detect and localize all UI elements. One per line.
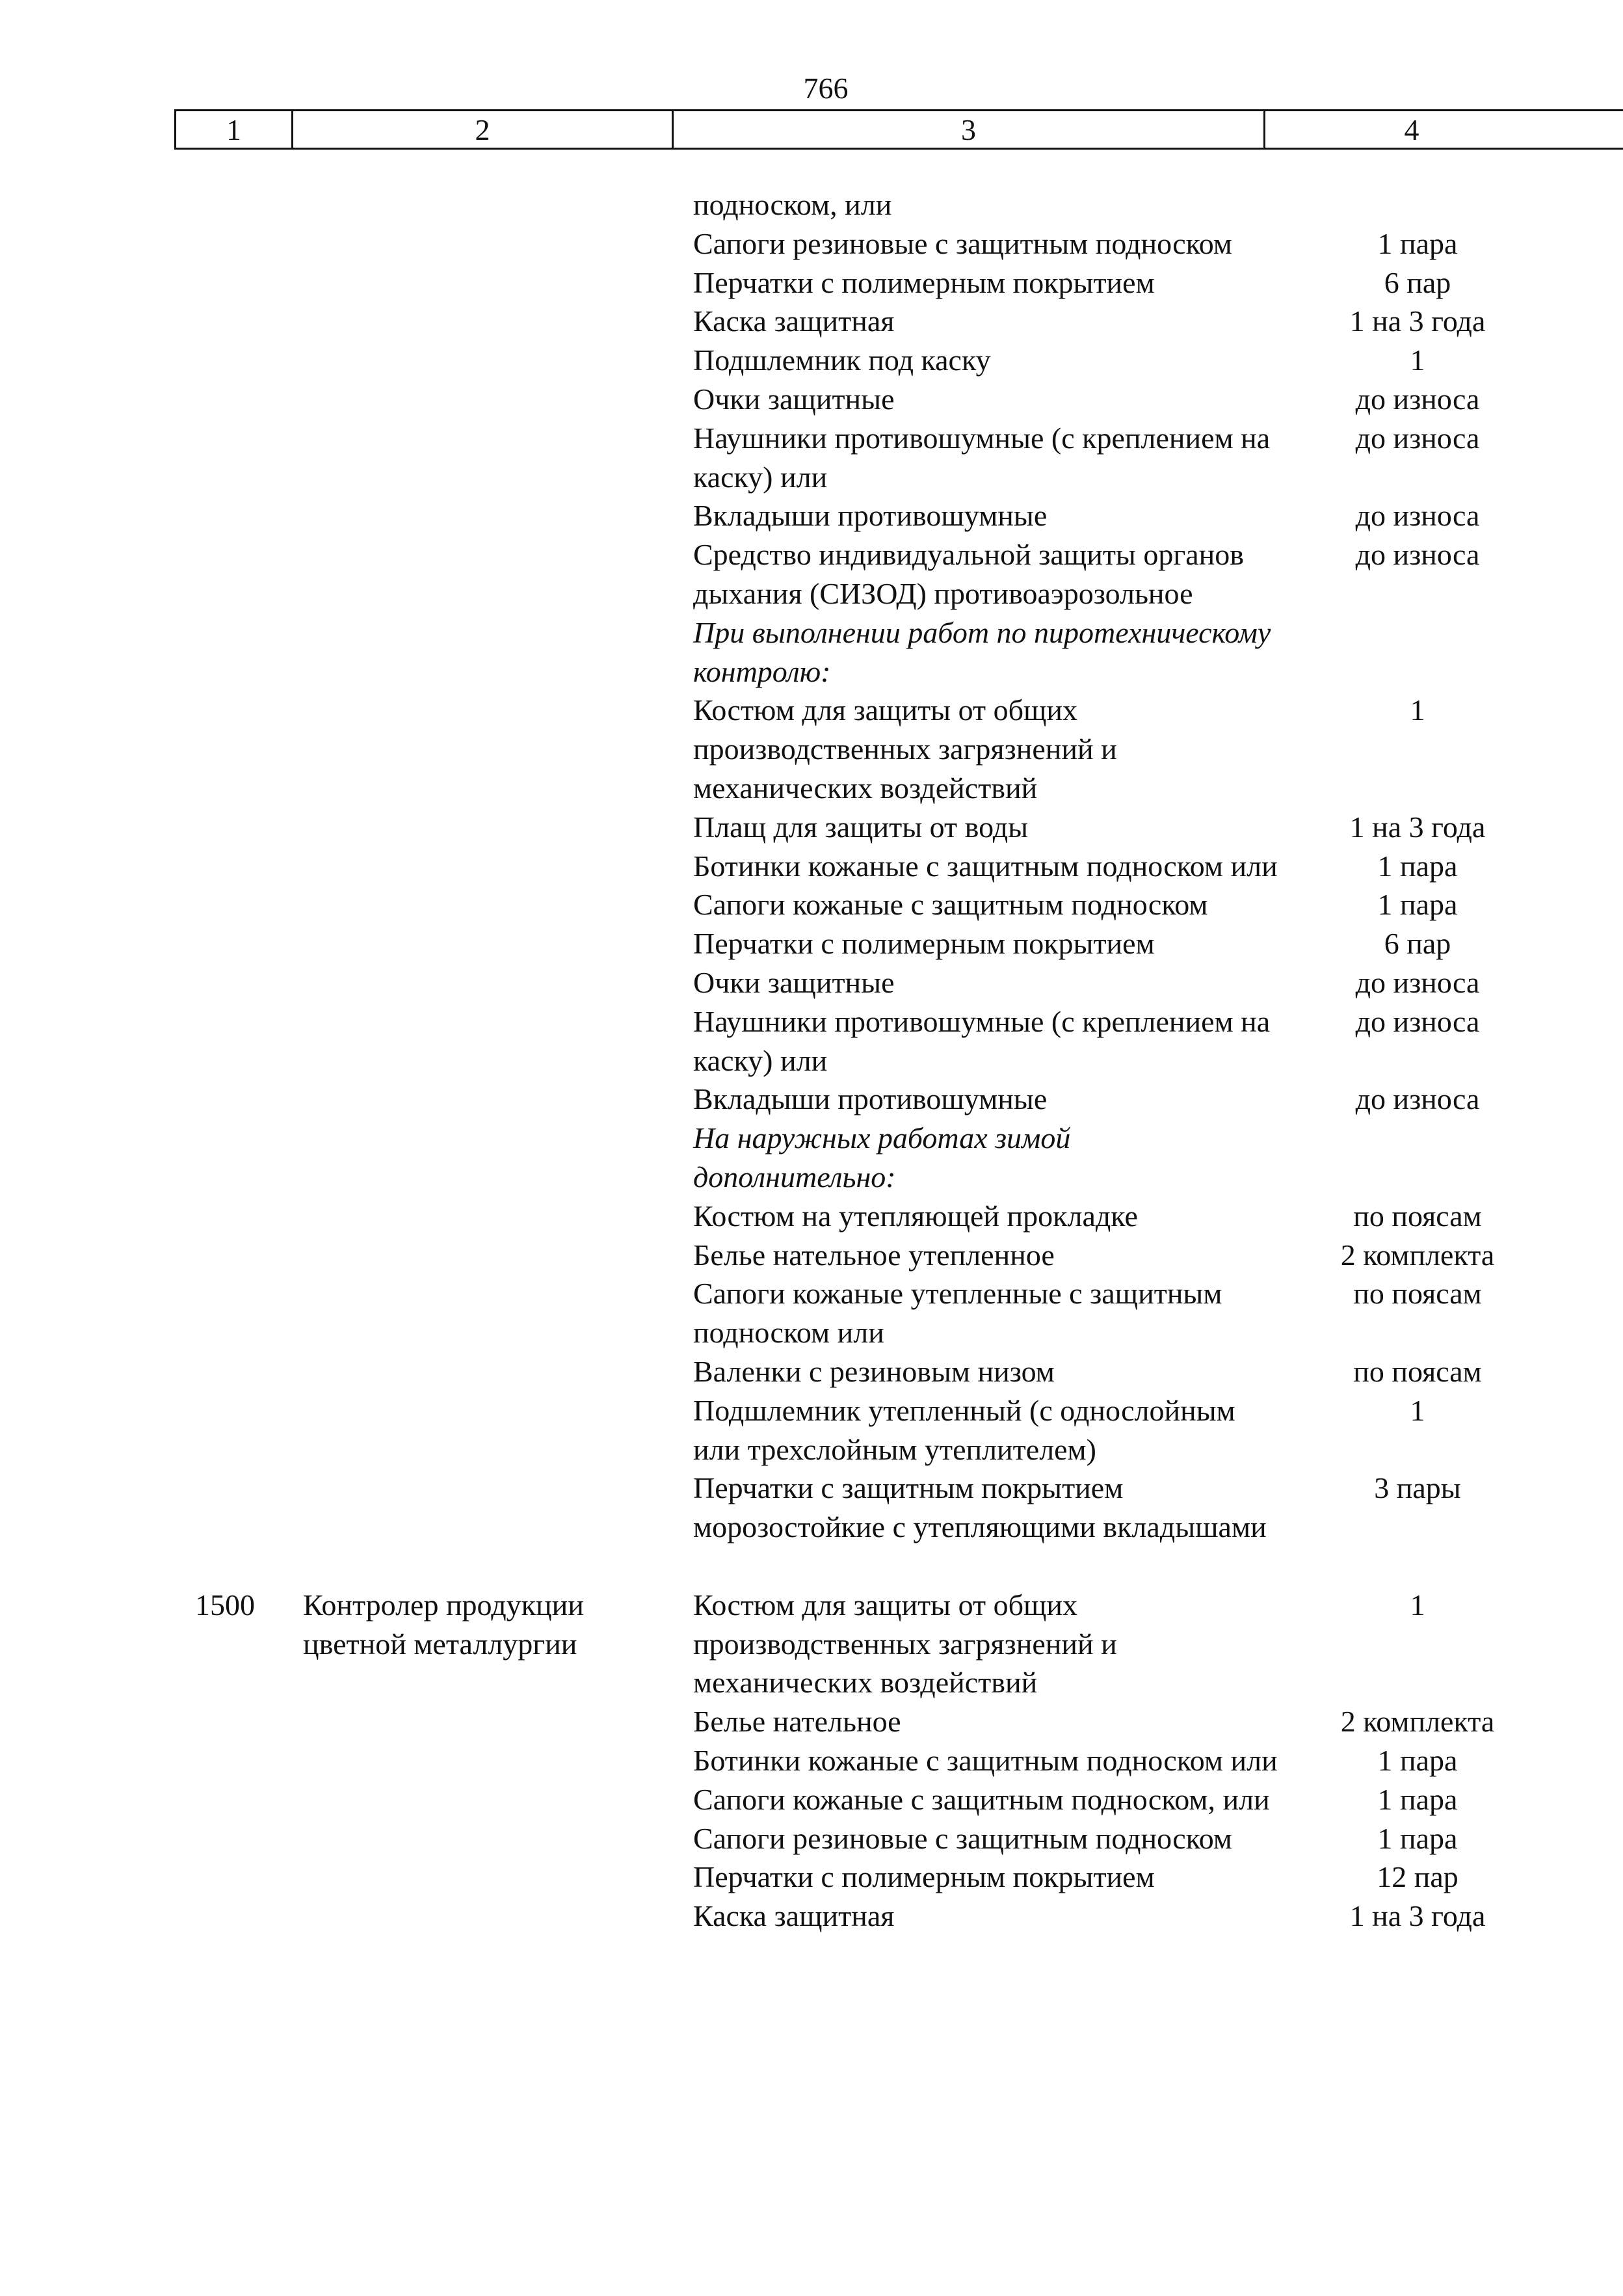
table-row [0,1352,1623,1391]
issue-norm: до износа [1355,538,1480,572]
issue-norm: до износа [1355,1004,1480,1038]
issue-norm: до износа [1355,1082,1480,1116]
table-row [0,1469,1623,1547]
header-col-3: 3 [674,111,1265,148]
issue-norm: 1 [1410,1393,1425,1427]
ppe-item: Наушники противошумные (с креплением на каску) или [693,1004,1271,1077]
ppe-item: Ботинки кожаные с защитным подноском или [693,849,1278,883]
ppe-item: Подшлемник под каску [693,343,991,377]
issue-norm: 1 на 3 года [1349,810,1486,844]
ppe-item: Перчатки с полимерным покрытием [693,265,1155,299]
table-row [0,496,1623,535]
section-subheading: При выполнении работ по пиротехническому контролю: [693,615,1271,688]
section-subheading: На наружных работах зимой дополнительно: [693,1121,1071,1194]
ppe-item: подноском, или [693,188,892,221]
table-row [0,341,1623,380]
ppe-item: Перчатки с полимерным покрытием [693,1860,1155,1894]
table-entry-1500 [0,1586,1623,1936]
ppe-item: Сапоги резиновые с защитным подноском [693,226,1232,260]
ppe-item: Костюм на утепляющей прокладке [693,1199,1138,1233]
table-row [0,1858,1623,1897]
issue-norm: 1 пара [1377,1821,1458,1855]
ppe-item: Наушники противошумные (с креплением на каску) или [693,421,1271,494]
table-row [0,302,1623,341]
ppe-item: Каска защитная [693,1899,895,1933]
entry-profession: Контролер продукции цветной металлургии [303,1588,584,1661]
issue-norm: по поясам [1353,1277,1482,1311]
issue-norm: 1 пара [1377,849,1458,883]
issue-norm: 1 пара [1377,1744,1458,1778]
table-row [0,185,1623,224]
ppe-item: Сапоги резиновые с защитным подноском [693,1821,1232,1855]
issue-norm: 12 пар [1377,1860,1458,1894]
header-col-1: 1 [176,111,293,148]
ppe-item: Каска защитная [693,304,895,338]
ppe-item: Очки защитные [693,965,895,999]
page-number: 766 [803,72,849,105]
table-row [0,691,1623,807]
entry-gap [0,1547,1623,1586]
issue-norm: 2 комплекта [1340,1705,1495,1739]
table-row [0,1780,1623,1819]
table-row [0,1819,1623,1858]
table-row [0,1002,1623,1080]
ppe-item: Сапоги кожаные утепленные с защитным подноском или [693,1277,1222,1350]
issue-norm: 1 [1410,1588,1425,1622]
table-row [0,808,1623,847]
issue-norm: 6 пар [1384,265,1451,299]
issue-norm: 2 комплекта [1340,1238,1495,1272]
table-row [0,1741,1623,1780]
table-row [0,535,1623,613]
table-row [0,1586,1623,1702]
ppe-item: Плащ для защиты от воды [693,810,1029,844]
ppe-item: Вкладыши противошумные [693,499,1048,533]
ppe-item: Костюм для защиты от общих производственных загрязнений и механических воздействий [693,693,1117,805]
ppe-item: Очки защитные [693,382,895,416]
table-row [0,1391,1623,1469]
table-row [0,224,1623,263]
ppe-item: Средство индивидуальной защиты органов дыхания (СИЗОД) противоаэрозольное [693,538,1244,610]
table-body [0,185,1623,1936]
ppe-item: Перчатки с защитным покрытием морозостойкие с утепляющими вкладышами [693,1471,1267,1544]
continuation-block [0,185,1623,1547]
issue-norm: 1 [1410,343,1425,377]
table-row [0,1080,1623,1119]
header-col-4: 4 [1404,113,1419,146]
table-row [0,963,1623,1002]
issue-norm: по поясам [1353,1354,1482,1388]
ppe-item: Белье нательное [693,1705,901,1739]
issue-norm: 1 на 3 года [1349,1899,1486,1933]
ppe-item: Ботинки кожаные с защитным подноском или [693,1744,1278,1778]
table-row [0,380,1623,419]
ppe-item: Костюм для защиты от общих производственных загрязнений и механических воздействий [693,1588,1117,1700]
issue-norm: до износа [1355,421,1480,455]
issue-norm: 1 пара [1377,1782,1458,1816]
ppe-item: Подшлемник утепленный (с однослойным или трехслойным утеплителем) [693,1393,1235,1466]
issue-norm: до износа [1355,382,1480,416]
header-col-2: 2 [293,111,674,148]
table-row [0,924,1623,963]
issue-norm: 3 пары [1374,1471,1461,1505]
table-row [0,1236,1623,1275]
table-row [0,1897,1623,1936]
entry-items [0,1586,1623,1936]
ppe-item: Вкладыши противошумные [693,1082,1048,1116]
ppe-item: Перчатки с полимерным покрытием [693,927,1155,961]
ppe-item: Белье нательное утепленное [693,1238,1055,1272]
table-row [0,847,1623,886]
issue-norm: до износа [1355,499,1480,533]
issue-norm: 6 пар [1384,927,1451,961]
table-row [0,419,1623,497]
table-row [0,613,1623,691]
issue-norm: 1 [1410,693,1425,727]
issue-norm: до износа [1355,965,1480,999]
issue-norm: по поясам [1353,1199,1482,1233]
ppe-item: Валенки с резиновым низом [693,1354,1055,1388]
ppe-item: Сапоги кожаные с защитным подноском, или [693,1782,1270,1816]
table-row [0,885,1623,924]
issue-norm: 1 пара [1377,888,1458,922]
table-header [174,109,1623,150]
issue-norm: 1 пара [1377,226,1458,260]
ppe-item: Сапоги кожаные с защитным подноском [693,888,1208,922]
issue-norm: 1 на 3 года [1349,304,1486,338]
table-row [0,263,1623,302]
entry-number: 1500 [195,1588,255,1622]
table-row [0,1119,1623,1197]
table-row [0,1197,1623,1236]
table-row [0,1274,1623,1352]
table-row [0,1702,1623,1741]
